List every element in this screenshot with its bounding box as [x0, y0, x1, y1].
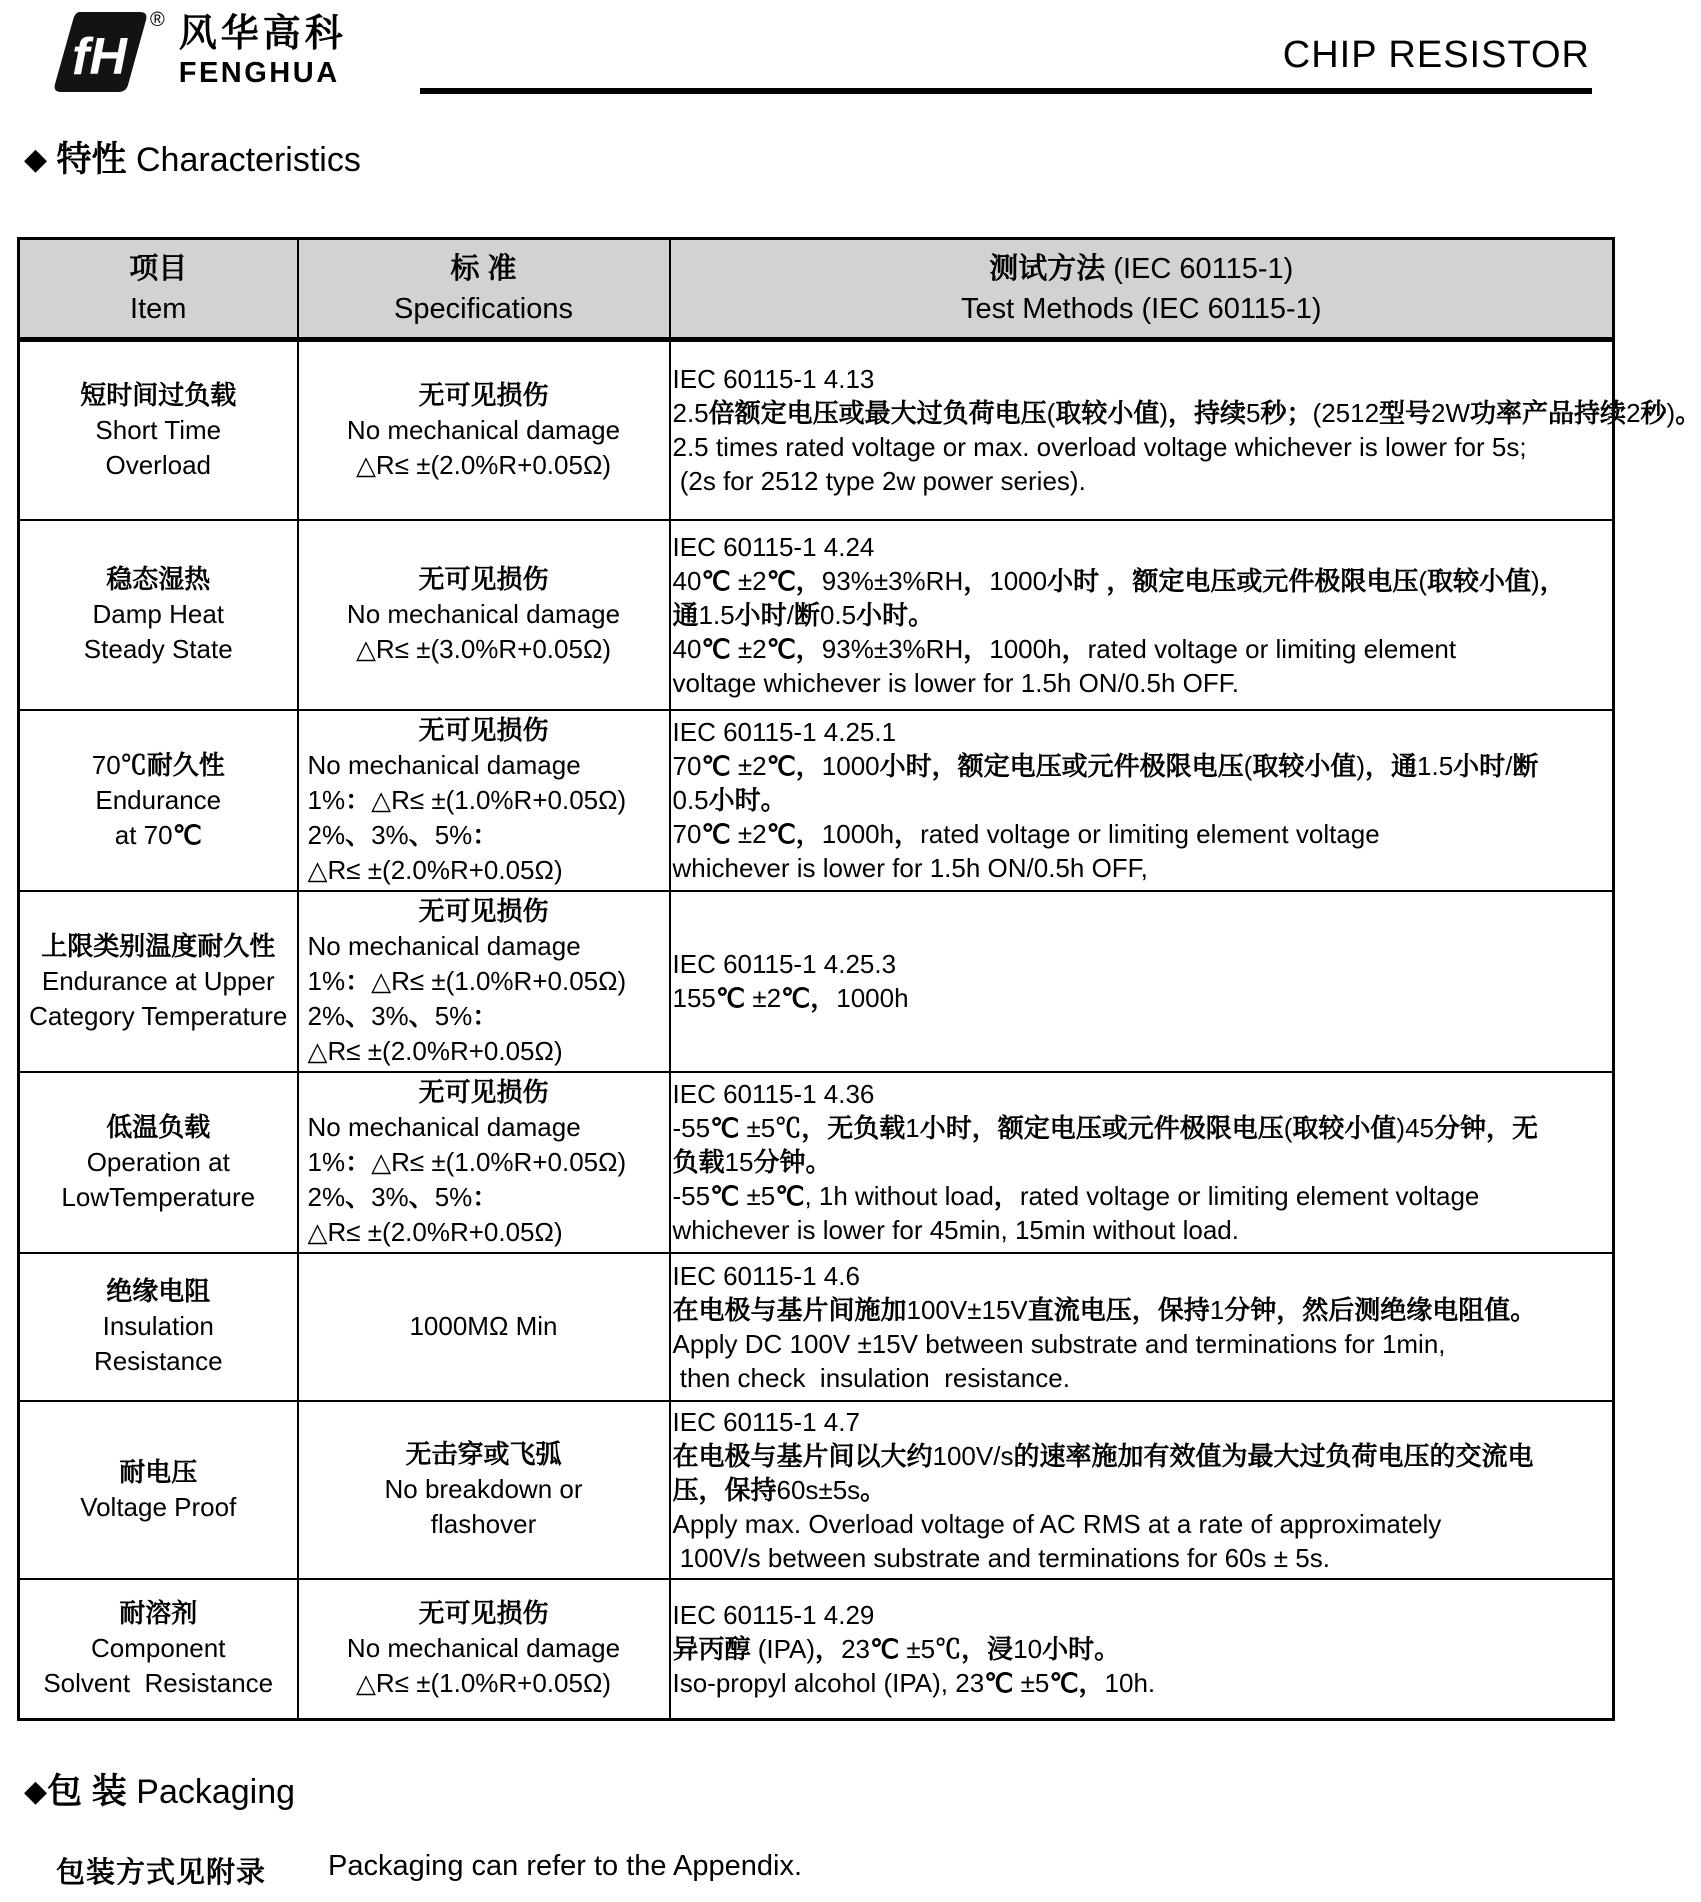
cjk-text: ℃，	[766, 565, 822, 596]
cjk-text: 小时，额定电压或元件极限电压	[919, 1113, 1284, 1143]
cjk-text: ℃，	[1049, 1667, 1105, 1698]
cell-line: IEC 60115-1 4.13	[672, 364, 875, 395]
spec-cell	[298, 1579, 670, 1720]
cell-line: -55℃ ±5℃，无负载1小时，额定电压或元件极限电压(取较小值)45分钟，无	[672, 1113, 1539, 1143]
cjk-text: 上限类别温度耐久性	[41, 930, 276, 961]
test-method-cell	[670, 1253, 1614, 1401]
logo-monogram: fH	[72, 28, 127, 86]
cjk-text: ℃，	[781, 983, 837, 1013]
cjk-text: ℃，	[766, 751, 822, 781]
cell-line: 在电极与基片间施加100V±15V直流电压，保持1分钟，然后测绝缘电阻值。	[672, 1294, 1537, 1325]
cell-line: 负载15分钟。	[672, 1147, 832, 1177]
cjk-text: ：	[472, 1181, 499, 1212]
cjk-text: 通	[672, 599, 699, 630]
cell-line: Voltage Proof	[80, 1491, 237, 1522]
cell-line: Iso-propyl alcohol (IPA), 23℃ ±5℃，10h.	[672, 1667, 1156, 1698]
section-title-cn: 特性	[56, 140, 127, 179]
cell-line: Apply max. Overload voltage of AC RMS at a rate of approximately	[672, 1508, 1442, 1539]
cell-line: 1000MΩ Min	[409, 1311, 558, 1341]
column-header-test-methods	[670, 239, 1614, 340]
cell-line: IEC 60115-1 4.24	[672, 531, 875, 562]
fenghua-logo-icon	[52, 10, 148, 94]
cjk-text: 取较小值	[1427, 565, 1532, 596]
cell-line: No mechanical damage	[346, 414, 621, 445]
characteristics-section-title	[24, 132, 361, 182]
brand-text	[179, 12, 347, 90]
cell-line: Endurance	[95, 784, 222, 815]
packaging-section-title	[24, 1764, 295, 1814]
cjk-text: ℃	[984, 1667, 1014, 1698]
cjk-text: 小时。	[708, 785, 787, 815]
cell-line: Steady State	[83, 634, 233, 664]
cjk-text: 小时	[1453, 751, 1506, 781]
cjk-text: ，额定电压或元件极限电压	[1106, 565, 1419, 596]
section-title-en: Characteristics	[136, 141, 361, 179]
item-cell	[19, 1072, 298, 1253]
cell-line	[301, 562, 667, 597]
spec-cell	[298, 1253, 670, 1401]
item-cell	[19, 710, 298, 891]
document-title: CHIP RESISTOR	[1282, 34, 1590, 76]
cjk-text: 的速率施加有效值为最大过负荷电压的交流电	[1013, 1440, 1534, 1471]
cjk-text: ℃耐久性	[120, 749, 225, 780]
cell-line: △R≤ ±(2.0%R+0.05Ω)	[307, 1216, 563, 1247]
cjk-text: 型号	[1379, 398, 1432, 429]
test-method-cell	[670, 1072, 1614, 1253]
cell-line	[301, 713, 667, 748]
test-method-cell	[670, 1401, 1614, 1579]
cell-line: 2.5倍额定电压或最大过负荷电压(取较小值)，持续5秒；(2512型号2W功率产品持续2秒)。	[672, 398, 1701, 429]
cjk-text: 分钟，无	[1434, 1113, 1539, 1143]
cjk-text: ℃，	[766, 633, 822, 664]
spec-cell	[298, 891, 670, 1072]
cell-line: Resistance	[93, 1346, 223, 1376]
cjk-text: 小时	[734, 599, 787, 630]
table-row	[19, 1072, 1614, 1253]
cjk-text: 断	[1512, 751, 1539, 781]
cjk-text: 项目	[129, 252, 188, 285]
cjk-text: 无可见损伤	[418, 564, 549, 594]
table-row	[19, 1401, 1614, 1579]
cell-line: IEC 60115-1 4.7	[672, 1406, 860, 1437]
item-cell	[19, 1401, 298, 1579]
cell-line: LowTemperature	[61, 1181, 256, 1212]
cjk-text: 直流电压，保持	[1027, 1294, 1210, 1325]
cjk-text: 在电极与基片间以大约	[672, 1440, 933, 1471]
cell-line: IEC 60115-1 4.25.3	[672, 949, 897, 979]
item-cell	[19, 340, 298, 520]
diamond-icon: ◆	[24, 143, 48, 176]
cell-line: 2%、3%、5%：	[307, 1000, 499, 1031]
cjk-text: 小时。	[856, 599, 935, 630]
cjk-text: ，	[963, 565, 990, 596]
cjk-text: ，通	[1365, 751, 1418, 781]
cell-line: Endurance at Upper	[41, 965, 275, 996]
cjk-text: 无击穿或飞弧	[405, 1439, 562, 1469]
cell-line	[301, 1596, 667, 1631]
column-header-en: Test Methods (IEC 60115-1)	[960, 292, 1322, 325]
cell-line: at 70℃	[114, 819, 202, 850]
cjk-text: ℃	[701, 819, 731, 849]
cjk-text: ℃	[172, 819, 202, 850]
cell-line: 70℃ ±2℃，1000h，rated voltage or limiting element voltage	[672, 819, 1380, 849]
cjk-text: 测试方法	[989, 252, 1106, 285]
cjk-text: 耐溶剂	[119, 1598, 198, 1629]
cjk-text: 、	[408, 1181, 435, 1212]
cjk-text: 功率产品持续	[1470, 398, 1627, 429]
brand-name-cn: 风华高科	[178, 13, 347, 55]
spec-cell	[298, 1401, 670, 1579]
cjk-text: ℃	[701, 633, 731, 664]
brand-name-en: FENGHUA	[178, 57, 340, 89]
cjk-text: 小时	[1047, 565, 1100, 596]
cjk-text: 分钟，然后测绝缘电阻值。	[1224, 1294, 1537, 1325]
cell-line: 70℃耐久性	[91, 749, 225, 780]
cjk-text: 负载	[672, 1147, 725, 1177]
cell-line: Component	[91, 1633, 226, 1664]
cell-line: IEC 60115-1 4.6	[672, 1260, 860, 1291]
cjk-text: ℃	[775, 1181, 805, 1211]
table-row	[19, 520, 1614, 710]
brand-header	[52, 10, 347, 94]
cjk-text: ：	[472, 819, 499, 850]
cjk-text: 秒；	[1260, 398, 1313, 429]
cjk-text: 耐电压	[119, 1456, 198, 1487]
cjk-text: ，	[993, 1181, 1020, 1211]
cjk-text: ℃	[869, 1633, 900, 1664]
cell-line: △R≤ ±(2.0%R+0.05Ω)	[355, 449, 612, 480]
cjk-text: 短时间过负载	[80, 379, 237, 410]
cell-line: 100V/s between substrate and terminations for 60s ± 5s.	[672, 1542, 1330, 1573]
cell-line: Damp Heat	[92, 599, 224, 629]
spec-cell	[298, 710, 670, 891]
cell-line: (2s for 2512 type 2w power series).	[672, 466, 1086, 497]
table-row	[19, 1253, 1614, 1401]
characteristics-table	[17, 237, 1701, 1721]
cell-line: 压，保持60s±5s。	[672, 1474, 887, 1505]
cjk-text: 压，保持	[672, 1474, 777, 1505]
column-header-cn	[301, 249, 667, 289]
cjk-text: 倍额定电压或最大过负荷电压	[708, 398, 1047, 429]
diamond-icon: ◆	[24, 1775, 48, 1808]
cell-line	[22, 378, 295, 413]
cjk-text: ，持续	[1168, 398, 1247, 429]
cjk-text: ℃，无负载	[775, 1113, 906, 1143]
cjk-text: 小时。	[1042, 1633, 1121, 1664]
cell-line: 通1.5小时/断0.5小时。	[672, 599, 935, 630]
cjk-text: 、	[408, 1000, 435, 1031]
cjk-text: ℃	[715, 983, 746, 1013]
cjk-text: ：	[345, 965, 372, 996]
table-row	[19, 891, 1614, 1072]
cjk-text: 无可见损伤	[418, 895, 549, 926]
cjk-text: 无可见损伤	[418, 1076, 549, 1107]
cell-line	[22, 1110, 295, 1145]
cjk-text: 秒	[1640, 398, 1667, 429]
cell-line: Operation at	[86, 1146, 230, 1177]
cell-line: 70℃ ±2℃，1000小时，额定电压或元件极限电压(取较小值)，通1.5小时/断	[672, 751, 1539, 781]
header-divider	[420, 88, 1592, 94]
cjk-text: ，	[1061, 633, 1088, 664]
cell-line: △R≤ ±(1.0%R+0.05Ω)	[355, 1668, 612, 1699]
cjk-text: 分钟。	[753, 1147, 832, 1177]
cell-line: 在电极与基片间以大约100V/s的速率施加有效值为最大过负荷电压的交流电	[672, 1440, 1534, 1471]
cell-line: Insulation	[102, 1311, 214, 1341]
cjk-text: 准	[487, 252, 517, 285]
cell-line	[22, 929, 295, 964]
cjk-text: 标	[450, 252, 480, 285]
item-cell	[19, 891, 298, 1072]
cjk-text: ℃，浸	[935, 1633, 1014, 1664]
cell-line: Solvent Resistance	[43, 1668, 274, 1699]
cjk-text: 稳态湿热	[106, 564, 211, 594]
cjk-text: 异丙醇	[672, 1633, 751, 1664]
cell-line: whichever is lower for 1.5h ON/0.5h OFF,	[672, 853, 1148, 883]
cjk-text: 。	[1675, 398, 1701, 429]
table-row	[19, 1579, 1614, 1720]
cell-line: 异丙醇 (IPA)，23℃ ±5℃，浸10小时。	[672, 1633, 1121, 1664]
cell-line	[22, 1274, 295, 1309]
cell-line: 2%、3%、5%：	[307, 819, 499, 850]
cjk-text: 小时，额定电压或元件极限电压	[879, 751, 1244, 781]
cjk-text: 取较小值	[1292, 1113, 1397, 1143]
cell-line: Short Time	[95, 414, 222, 445]
cell-line: No mechanical damage	[307, 1111, 581, 1142]
cell-line: Apply DC 100V ±15V between substrate and terminations for 1min,	[672, 1328, 1446, 1359]
cell-line: △R≤ ±(2.0%R+0.05Ω)	[307, 1035, 563, 1066]
spec-cell	[298, 340, 670, 520]
cell-line: 40℃ ±2℃，93%±3%RH，1000小时 ，额定电压或元件极限电压(取较小值)，	[672, 565, 1566, 596]
cell-line: IEC 60115-1 4.36	[672, 1079, 875, 1109]
cell-line: -55℃ ±5℃, 1h without load，rated voltage or limiting element voltage	[672, 1181, 1480, 1211]
packaging-note-en: Packaging can refer to the Appendix.	[328, 1850, 802, 1882]
cjk-text: 无可见损伤	[418, 1598, 549, 1629]
test-method-cell	[670, 340, 1701, 520]
cjk-text: 。	[860, 1474, 887, 1505]
cell-line: then check insulation resistance.	[672, 1362, 1070, 1393]
cell-line	[301, 1075, 667, 1110]
cjk-text: 无可见损伤	[418, 714, 549, 745]
test-method-cell	[670, 1579, 1614, 1720]
item-cell	[19, 1579, 298, 1720]
packaging-note-cn: 包装方式见附录	[56, 1857, 267, 1889]
table-row	[19, 710, 1614, 891]
cjk-text: ℃	[710, 1113, 740, 1143]
cell-line: 40℃ ±2℃，93%±3%RH，1000h，rated voltage or limiting element	[672, 633, 1457, 664]
cell-line: 1%：△R≤ ±(1.0%R+0.05Ω)	[307, 784, 627, 815]
cjk-text: ：	[472, 1000, 499, 1031]
cell-line: 2%、3%、5%：	[307, 1181, 499, 1212]
cell-line	[301, 894, 667, 929]
cell-line: IEC 60115-1 4.29	[672, 1599, 875, 1630]
cjk-text: 取较小值	[1252, 751, 1357, 781]
cjk-text: ℃	[710, 1181, 740, 1211]
cell-line: No breakdown or	[384, 1474, 583, 1504]
cjk-text: ，	[815, 1633, 842, 1664]
cjk-text: 取较小值	[1055, 398, 1160, 429]
cjk-text: 绝缘电阻	[106, 1276, 211, 1306]
section-title-cn: 包 装	[47, 1772, 127, 1811]
cjk-text: 、	[345, 819, 372, 850]
column-header-en: Item	[130, 292, 187, 325]
registered-trademark-icon: ®	[150, 9, 165, 31]
packaging-note	[56, 1850, 802, 1891]
section-title-en: Packaging	[136, 1773, 296, 1811]
cell-line: Category Temperature	[29, 1000, 288, 1031]
column-header-en: Specifications	[394, 292, 573, 325]
cell-line	[22, 1455, 295, 1490]
item-cell	[19, 520, 298, 710]
cell-line	[22, 1596, 295, 1631]
cell-line: 1%：△R≤ ±(1.0%R+0.05Ω)	[307, 965, 627, 996]
cjk-text: ℃	[701, 565, 731, 596]
cell-line: flashover	[430, 1509, 537, 1539]
cjk-text: ：	[345, 784, 372, 815]
cell-line	[301, 1437, 667, 1472]
item-cell	[19, 1253, 298, 1401]
column-header-cn	[22, 249, 295, 289]
cell-line: Overload	[105, 449, 211, 480]
cjk-text: 低温负载	[106, 1111, 211, 1142]
cjk-text: ，	[1539, 565, 1566, 596]
cell-line	[301, 378, 667, 413]
cjk-text: ，	[963, 633, 990, 664]
test-method-cell	[670, 520, 1614, 710]
cjk-text: 在电极与基片间施加	[672, 1294, 907, 1325]
cell-line: △R≤ ±(3.0%R+0.05Ω)	[355, 634, 612, 664]
cjk-text: ，	[894, 819, 921, 849]
cell-line: 0.5小时。	[672, 785, 787, 815]
cjk-text: ℃	[701, 751, 731, 781]
cell-line	[22, 562, 295, 597]
cell-line: voltage whichever is lower for 1.5h ON/0.5h OFF.	[672, 667, 1239, 698]
column-header-cn: 测试方法 (IEC 60115-1)	[989, 252, 1294, 285]
cjk-text: 、	[408, 819, 435, 850]
table-row	[19, 340, 1614, 520]
cjk-text: 断	[793, 599, 820, 630]
cell-line: whichever is lower for 45min, 15min without load.	[672, 1215, 1239, 1245]
cell-line: No mechanical damage	[346, 1633, 621, 1664]
cjk-text: 无可见损伤	[418, 379, 549, 410]
cjk-text: 、	[345, 1181, 372, 1212]
cjk-text: 、	[345, 1000, 372, 1031]
cell-line: 155℃ ±2℃，1000h	[672, 983, 909, 1013]
cell-line: No mechanical damage	[307, 930, 581, 961]
column-header-item	[19, 239, 298, 340]
cjk-text: ℃，	[766, 819, 822, 849]
cjk-text: ：	[345, 1146, 372, 1177]
column-header-specifications	[298, 239, 670, 340]
test-method-cell	[670, 891, 1614, 1072]
test-method-cell	[670, 710, 1614, 891]
spec-cell	[298, 1072, 670, 1253]
cell-line: No mechanical damage	[307, 749, 581, 780]
spec-cell	[298, 520, 670, 710]
cell-line: 1%：△R≤ ±(1.0%R+0.05Ω)	[307, 1146, 627, 1177]
cell-line: △R≤ ±(2.0%R+0.05Ω)	[307, 854, 563, 885]
table-header-row	[19, 239, 1614, 340]
cell-line: No mechanical damage	[346, 599, 621, 629]
cell-line: IEC 60115-1 4.25.1	[672, 717, 897, 747]
cell-line: 2.5 times rated voltage or max. overload voltage whichever is lower for 5s;	[672, 432, 1527, 463]
